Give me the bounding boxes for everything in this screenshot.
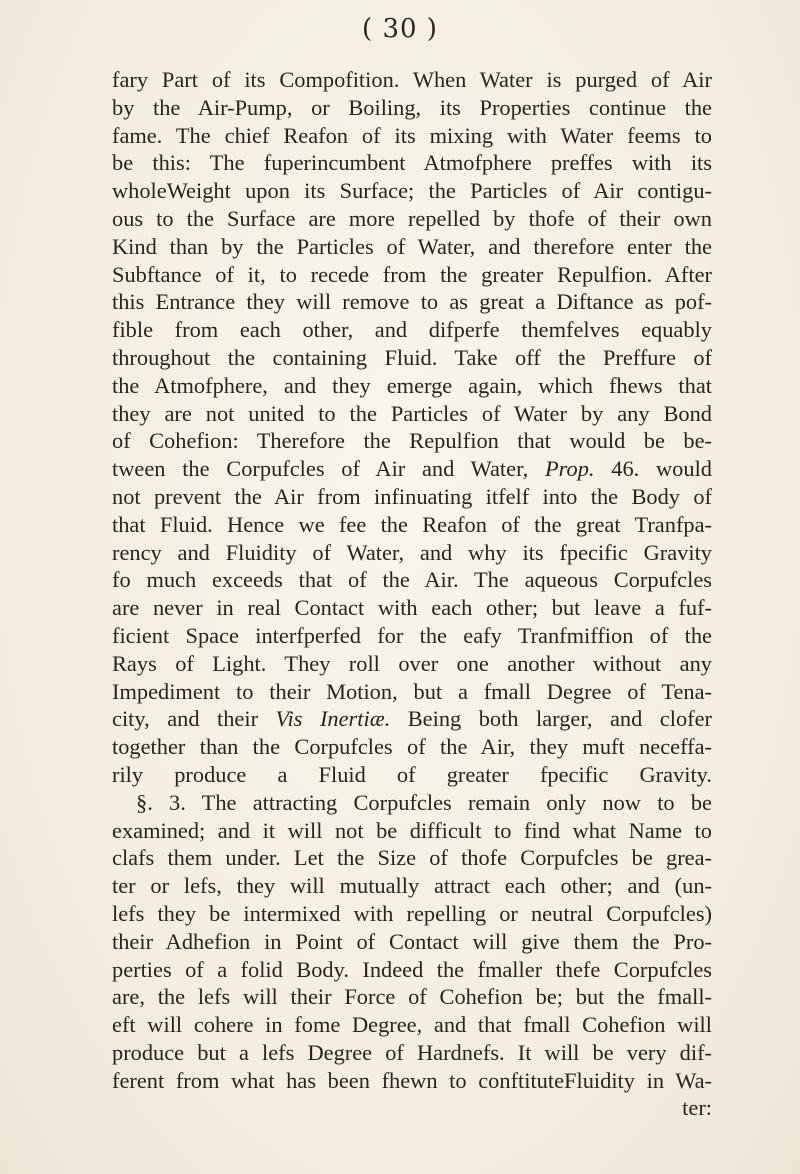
text-line [112, 177, 712, 205]
text-line [112, 872, 712, 900]
text-line-content: be this: The fuperincumbent Atmofphere preffes with its [112, 150, 712, 176]
text-line [112, 1011, 712, 1039]
text-line [112, 761, 712, 789]
text-line-content: lefs they be intermixed with repelling or neutral Corpufcles) [112, 900, 712, 926]
text-line-content: clafs them under. Let the Size of thofe Corpufcles be grea- [112, 845, 712, 871]
text-line [112, 539, 712, 567]
text-line-content: this Entrance they will remove to as great a Diftance as pof- [112, 289, 712, 315]
text-line [112, 372, 712, 400]
text-line-content: rency and Fluidity of Water, and why its fpecific Gravity [112, 539, 712, 565]
text-line-content: ferent from what has been fhewn to conftituteFluidity in Wa- [112, 1067, 712, 1093]
text-line-content: ous to the Surface are more repelled by thofe of their own [112, 205, 712, 231]
text-line [112, 511, 712, 539]
text-line-content: that Fluid. Hence we fee the Reafon of the great Tranfpa- [112, 511, 712, 537]
text-line [112, 483, 712, 511]
italic-reference: Vis Inertiæ. [275, 706, 391, 732]
text-line-content: perties of a folid Body. Indeed the fmaller thefe Corpufcles [112, 956, 712, 982]
text-line [112, 400, 712, 428]
text-line [112, 844, 712, 872]
text-line [112, 900, 712, 928]
text-line [112, 455, 712, 483]
text-line-continuation: 46. would [594, 456, 712, 482]
text-line-content: fo much exceeds that of the Air. The aqueous Corpufcles [112, 567, 712, 593]
italic-reference: Prop. [544, 456, 595, 482]
text-line [112, 1094, 712, 1122]
text-line [112, 1067, 712, 1095]
text-line-content: Rays of Light. They roll over one another without any [112, 650, 712, 676]
text-line-content: fible from each other, and difperfe themfelves equably [112, 317, 712, 343]
text-line-content: throughout the containing Fluid. Take off the Preffure of [112, 344, 712, 370]
text-line-content: not prevent the Air from infinuating itfelf into the Body of [112, 483, 712, 509]
text-line-content: wholeWeight upon its Surface; the Particles of Air contigu- [112, 178, 712, 204]
text-line-content: the Atmofphere, and they emerge again, which fhews that [112, 372, 712, 398]
text-line-content: produce but a lefs Degree of Hardnefs. It will be very dif- [112, 1039, 712, 1065]
text-line [112, 261, 712, 289]
text-line-content: city, and their [112, 706, 276, 732]
text-line-content: of Cohefion: Therefore the Repulfion that would be be- [112, 428, 712, 454]
text-line-content: together than the Corpufcles of the Air, they muft neceffa- [112, 734, 712, 760]
text-line-content: examined; and it will not be difficult to find what Name to [112, 817, 712, 843]
text-line-content: ficient Space interfperfed for the eafy Tranfmiffion of the [112, 622, 712, 648]
body-text [112, 66, 712, 1122]
text-line-content: ter or lefs, they will mutually attract each other; and (un- [112, 873, 712, 899]
text-line [112, 817, 712, 845]
text-line [112, 928, 712, 956]
text-line [112, 149, 712, 177]
text-line-content: they are not united to the Particles of Water by any Bond [112, 400, 712, 426]
text-line [112, 956, 712, 984]
text-line [112, 1039, 712, 1067]
text-line-content: Subftance of it, to recede from the greater Repulfion. After [112, 261, 712, 287]
text-line-content: tween the Corpufcles of Air and Water, [112, 456, 545, 482]
text-line-content: Kind than by the Particles of Water, and therefore enter the [112, 233, 712, 259]
text-line [112, 288, 712, 316]
text-line [112, 316, 712, 344]
text-line-content: fame. The chief Reafon of its mixing with Water feems to [112, 122, 712, 148]
text-line-content: are never in real Contact with each other; but leave a fuf- [112, 595, 712, 621]
text-line-content: Impediment to their Motion, but a fmall Degree of Tena- [112, 678, 712, 704]
text-line [112, 344, 712, 372]
text-line-continuation: Being both larger, and clofer [390, 706, 712, 732]
text-line [112, 122, 712, 150]
text-line-content: rily produce a Fluid of greater fpecific Gravity. [112, 761, 712, 787]
text-line [112, 789, 712, 817]
text-line-content: by the Air-Pump, or Boiling, its Properties continue the [112, 94, 712, 120]
text-line [112, 94, 712, 122]
text-line [112, 733, 712, 761]
text-line [112, 233, 712, 261]
text-line [112, 678, 712, 706]
text-line [112, 566, 712, 594]
text-line [112, 594, 712, 622]
text-line [112, 66, 712, 94]
text-line [112, 427, 712, 455]
text-line-content: their Adhefion in Point of Contact will give them the Pro- [112, 928, 712, 954]
text-line-content: fary Part of its Compofition. When Water is purged of Air [112, 67, 712, 92]
text-line [112, 622, 712, 650]
text-line-content: ter: [682, 1095, 712, 1121]
text-line [112, 983, 712, 1011]
text-line-content: §. 3. The attracting Corpufcles remain only now to be [136, 789, 712, 815]
text-line-content: eft will cohere in fome Degree, and that fmall Cohefion will [112, 1012, 712, 1038]
page-number: ( 30 ) [362, 14, 438, 44]
text-line [112, 705, 712, 733]
text-line [112, 650, 712, 678]
text-line [112, 205, 712, 233]
text-line-content: are, the lefs will their Force of Cohefion be; but the fmall- [112, 984, 712, 1010]
